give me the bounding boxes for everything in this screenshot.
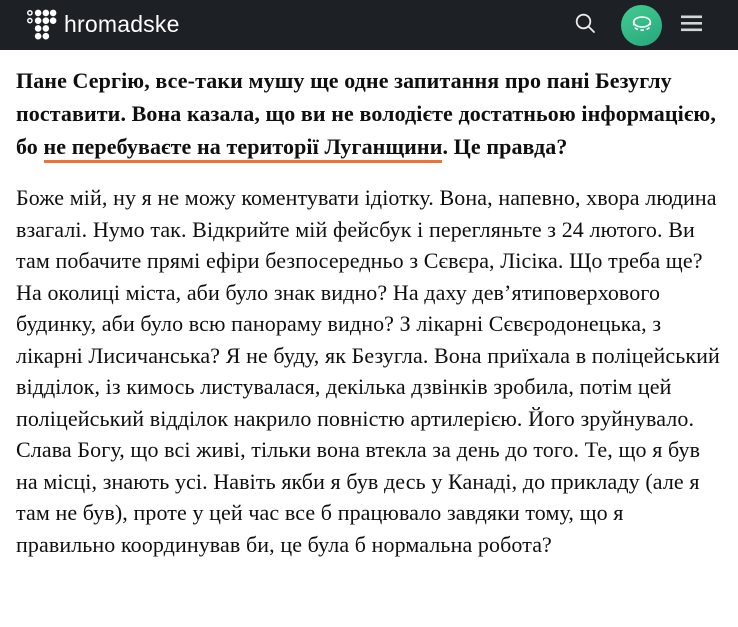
logo-wordmark: hromadske xyxy=(64,10,180,37)
interview-question xyxy=(16,64,720,163)
interview-answer: Боже мій, ну я не можу коментувати ідіотку. Вона, напевно, хвора людина взагалі. Нумо так. Відкрийте мій фейсбук і перегляньте з 24 лютого. Ви там побачите прямі ефіри безпосередньо з Сєвєра, Лісіка. Що треба ще? На околиці міста, аби було знак видно? На даху дев’ятиповерхового будинку, аби було всю панораму видно? З лікарні Сєвєродонецька, з лікарні Лисичанська? Я не буду, як Безугла. Вона приїхала в поліцейський відділок, із кимось листувалася, декілька дзвінків зробила, потім цей поліцейський відділок накрило повністю артилерією. Його зруйнувало. Слава Богу, що всі живі, тільки вона втекла за день до того. Те, що я був на місці, знають усі. Навіть якби я був десь у Канаді, до прикладу (але я там не був), проте у цей час все б працювало завдяки тому, що я правильно координував би, це була б нормальна робота? xyxy=(16,185,720,557)
menu-button[interactable] xyxy=(680,15,702,35)
hromadske-logo[interactable] xyxy=(26,7,180,44)
search-icon xyxy=(574,12,597,38)
search-button[interactable] xyxy=(574,12,597,38)
header-actions xyxy=(574,5,702,46)
question-inline-link[interactable]: не перебуваєте на території Луганщини xyxy=(44,134,443,163)
hromadske-logo-icon xyxy=(26,7,57,44)
site-header xyxy=(0,0,738,50)
article-body xyxy=(0,50,738,560)
coin-icon xyxy=(630,13,654,38)
question-text-after-link: . Це правда? xyxy=(442,134,568,159)
donate-button[interactable] xyxy=(621,5,662,46)
question-text-before-link: Пане Сергію, все-таки мушу ще одне запитання про пані Безуглу поставити. Вона казала, що ви не володієте достатньою інформацією, бо xyxy=(16,68,716,159)
hamburger-icon xyxy=(681,15,702,35)
